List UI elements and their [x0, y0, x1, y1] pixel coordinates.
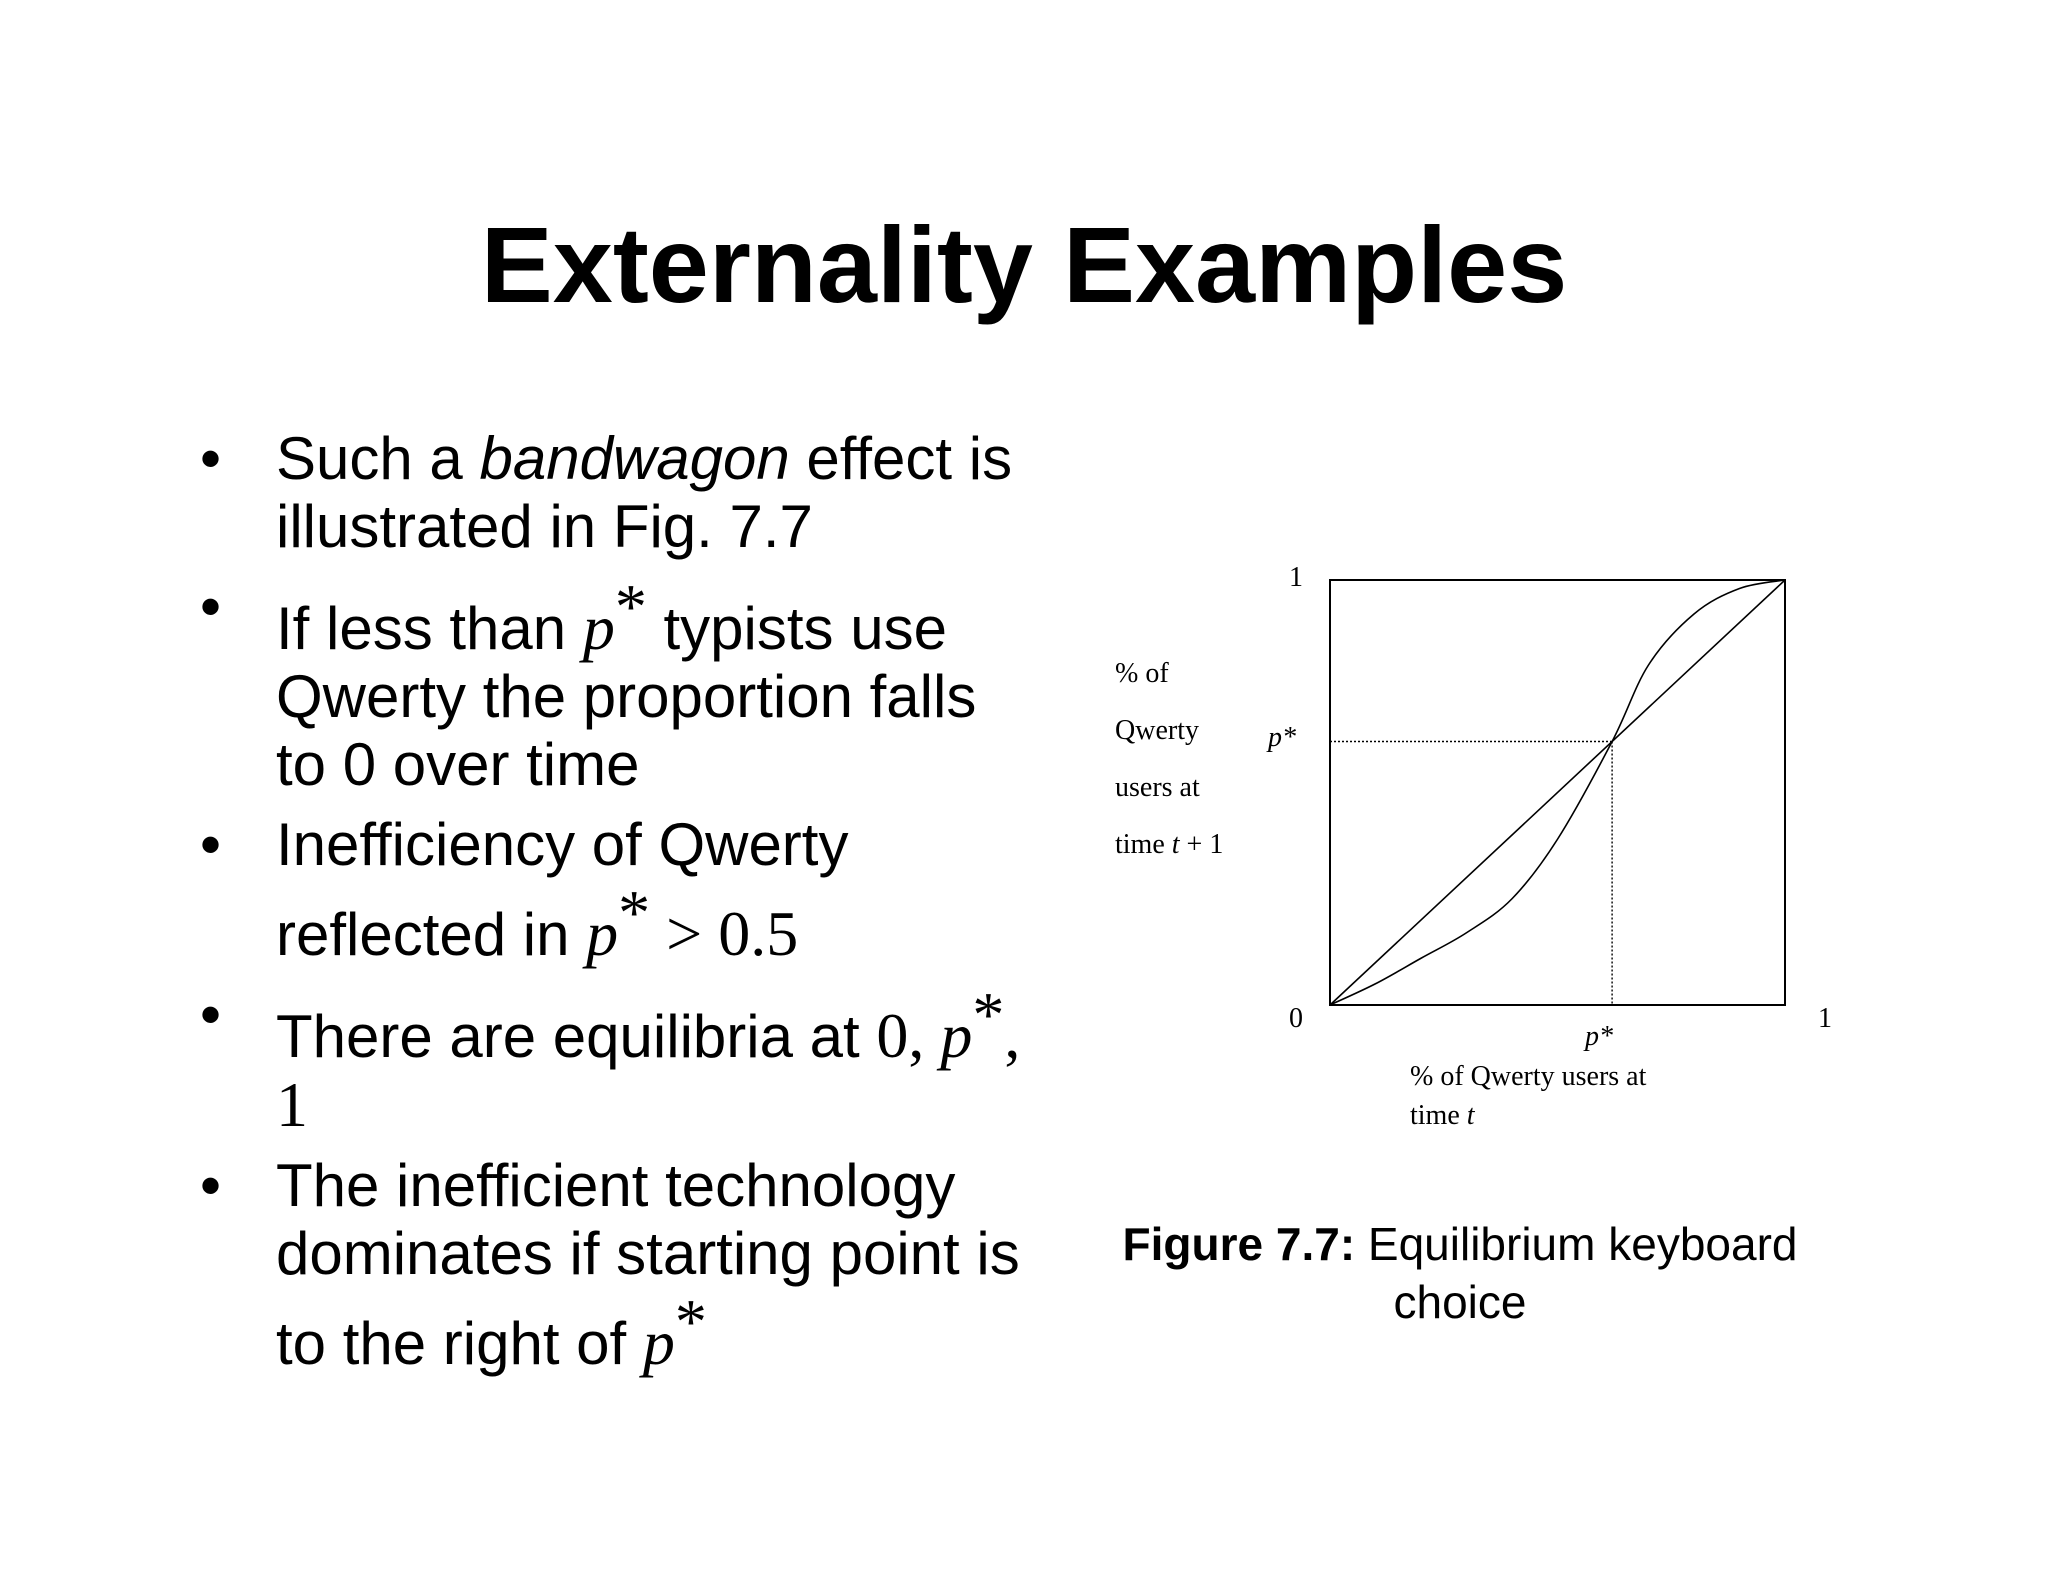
- bullet-text-part: *: [674, 1286, 707, 1357]
- caption-figure-number: Figure 7.7:: [1122, 1218, 1356, 1270]
- diagonal-45-line: [1330, 580, 1785, 1005]
- bullet-item: [200, 1152, 1030, 1378]
- bullet-text-part: Such a: [276, 425, 480, 492]
- y-axis-label-line: users at: [1115, 772, 1200, 803]
- p-star-y-label: p*: [1268, 722, 1296, 753]
- bullet-text-part: *: [618, 877, 651, 948]
- bullet-text-part: There are equilibria at: [276, 1003, 877, 1070]
- x-axis-label-line: time t: [1410, 1100, 1475, 1131]
- y-axis-label-line: % of: [1115, 658, 1169, 689]
- bullet-text-part: p: [582, 592, 615, 663]
- x-axis-label: [1410, 1061, 1647, 1131]
- x-axis-label-line: % of Qwerty users at: [1410, 1061, 1647, 1092]
- bullet-text-part: The inefficient technology dominates if starting point is to the right of: [276, 1152, 1020, 1377]
- y-axis-label-line: time t + 1: [1115, 829, 1224, 860]
- bullet-text-part: effect is illustrated in Fig. 7.7: [276, 425, 1013, 560]
- y-axis-label-line: Qwerty: [1115, 715, 1199, 746]
- plot-area: [1330, 580, 1785, 1005]
- bullet-list: [200, 425, 1030, 1390]
- bullet-text-part: 0: [876, 1000, 909, 1071]
- figure-caption: [1080, 1215, 1840, 1331]
- keyboard-equilibrium-diagram: [1080, 540, 1870, 1150]
- slide-title: Externality Examples: [480, 204, 1568, 325]
- bullet-text-part: > 0.5: [650, 898, 799, 969]
- bullet-text-part: *: [972, 979, 1005, 1050]
- bullet-marker: •: [200, 573, 222, 640]
- bullet-text-part: p: [586, 898, 619, 969]
- y-axis-label: [1115, 658, 1223, 860]
- x-tick-1: 1: [1818, 1003, 1832, 1034]
- bullet-text-part: If less than: [276, 595, 583, 662]
- bullet-item: [200, 981, 1030, 1140]
- caption-text: Equilibrium keyboard choice: [1367, 1218, 1798, 1328]
- bullet-text-part: ,: [908, 1000, 941, 1071]
- bullet-text-part: *: [614, 571, 647, 642]
- y-tick-1: 1: [1289, 562, 1303, 593]
- bullet-marker: •: [200, 981, 222, 1048]
- bullet-text-part: p: [642, 1307, 675, 1378]
- bullet-text-part: , 1: [276, 1000, 1021, 1140]
- bullet-marker: •: [200, 811, 222, 878]
- bullet-marker: •: [200, 425, 222, 492]
- bullet-text-part: p: [940, 1000, 973, 1071]
- origin-tick-0: 0: [1289, 1003, 1303, 1034]
- bullet-marker: •: [200, 1152, 222, 1219]
- p-star-x-label: p*: [1585, 1021, 1613, 1052]
- bullet-item: [200, 425, 1030, 561]
- bullet-text-part: bandwagon: [479, 425, 790, 492]
- bullet-text-part: Inefficiency of Qwerty reflected in: [276, 811, 849, 968]
- bullet-text-part: typists use Qwerty the proportion falls to 0 over time: [276, 595, 977, 798]
- bullet-item: [200, 811, 1030, 969]
- bullet-item: [200, 573, 1030, 799]
